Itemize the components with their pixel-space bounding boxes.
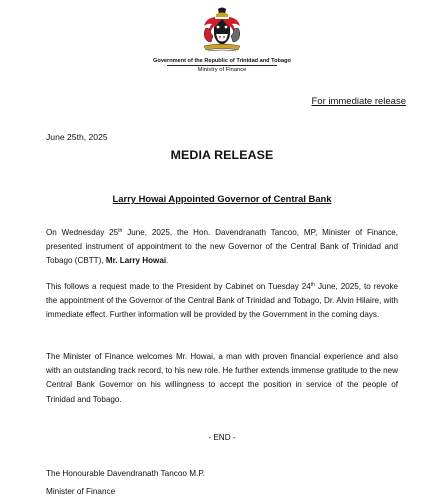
paragraph-welcome: The Minister of Finance welcomes Mr. Howai, a man with proven financial experience and also with an outstanding track record, to his new role. He further extends immense gratitude to the new Central Bank Governor on his willingness to accept the position in service of the people of Trinidad and Tobago. [46, 352, 398, 404]
paragraph-text: This follows a request made to the President by Cabinet on Tuesday 24 [46, 282, 311, 291]
header-divider [167, 65, 277, 66]
paragraph-text: . [166, 256, 169, 266]
paragraph-text: On Wednesday 25 [46, 228, 119, 237]
ordinal-suffix: th [118, 228, 123, 234]
signatory-title: Minister of Finance [46, 487, 116, 496]
release-tag: For immediate release [311, 96, 406, 107]
ministry-name: Ministry of Finance [197, 67, 247, 73]
ordinal-suffix: th [310, 282, 315, 288]
release-date: June 25th, 2025 [46, 132, 108, 142]
paragraph-revocation [46, 280, 398, 323]
paragraph-text: June, 2025, the Hon. Davendranath Tancoo, MP, Minister of Finance, presented instrument of appointment to the new Governor of the Central Bank of Trinidad and Tobago (CBTT), [46, 228, 398, 266]
signatory-name: The Honourable Davendranath Tancoo M.P. [46, 469, 206, 478]
document-title: MEDIA RELEASE [170, 148, 274, 162]
paragraph-appointment [46, 226, 398, 269]
governor-name: Mr. Larry Howai [105, 256, 167, 266]
paragraph-text: June, 2025, to revoke the appointment of the Governor of the Central Bank of Trinidad and Tobago, Dr. Alvin Hilaire, with immediate effect. Further information will be provided by the Government in the coming days. [46, 282, 398, 320]
government-name: Government of the Republic of Trinidad and Tobago [153, 58, 291, 64]
end-marker: - END - [208, 433, 236, 442]
coat-of-arms-icon [198, 6, 246, 54]
release-headline: Larry Howai Appointed Governor of Central Bank [112, 193, 332, 204]
